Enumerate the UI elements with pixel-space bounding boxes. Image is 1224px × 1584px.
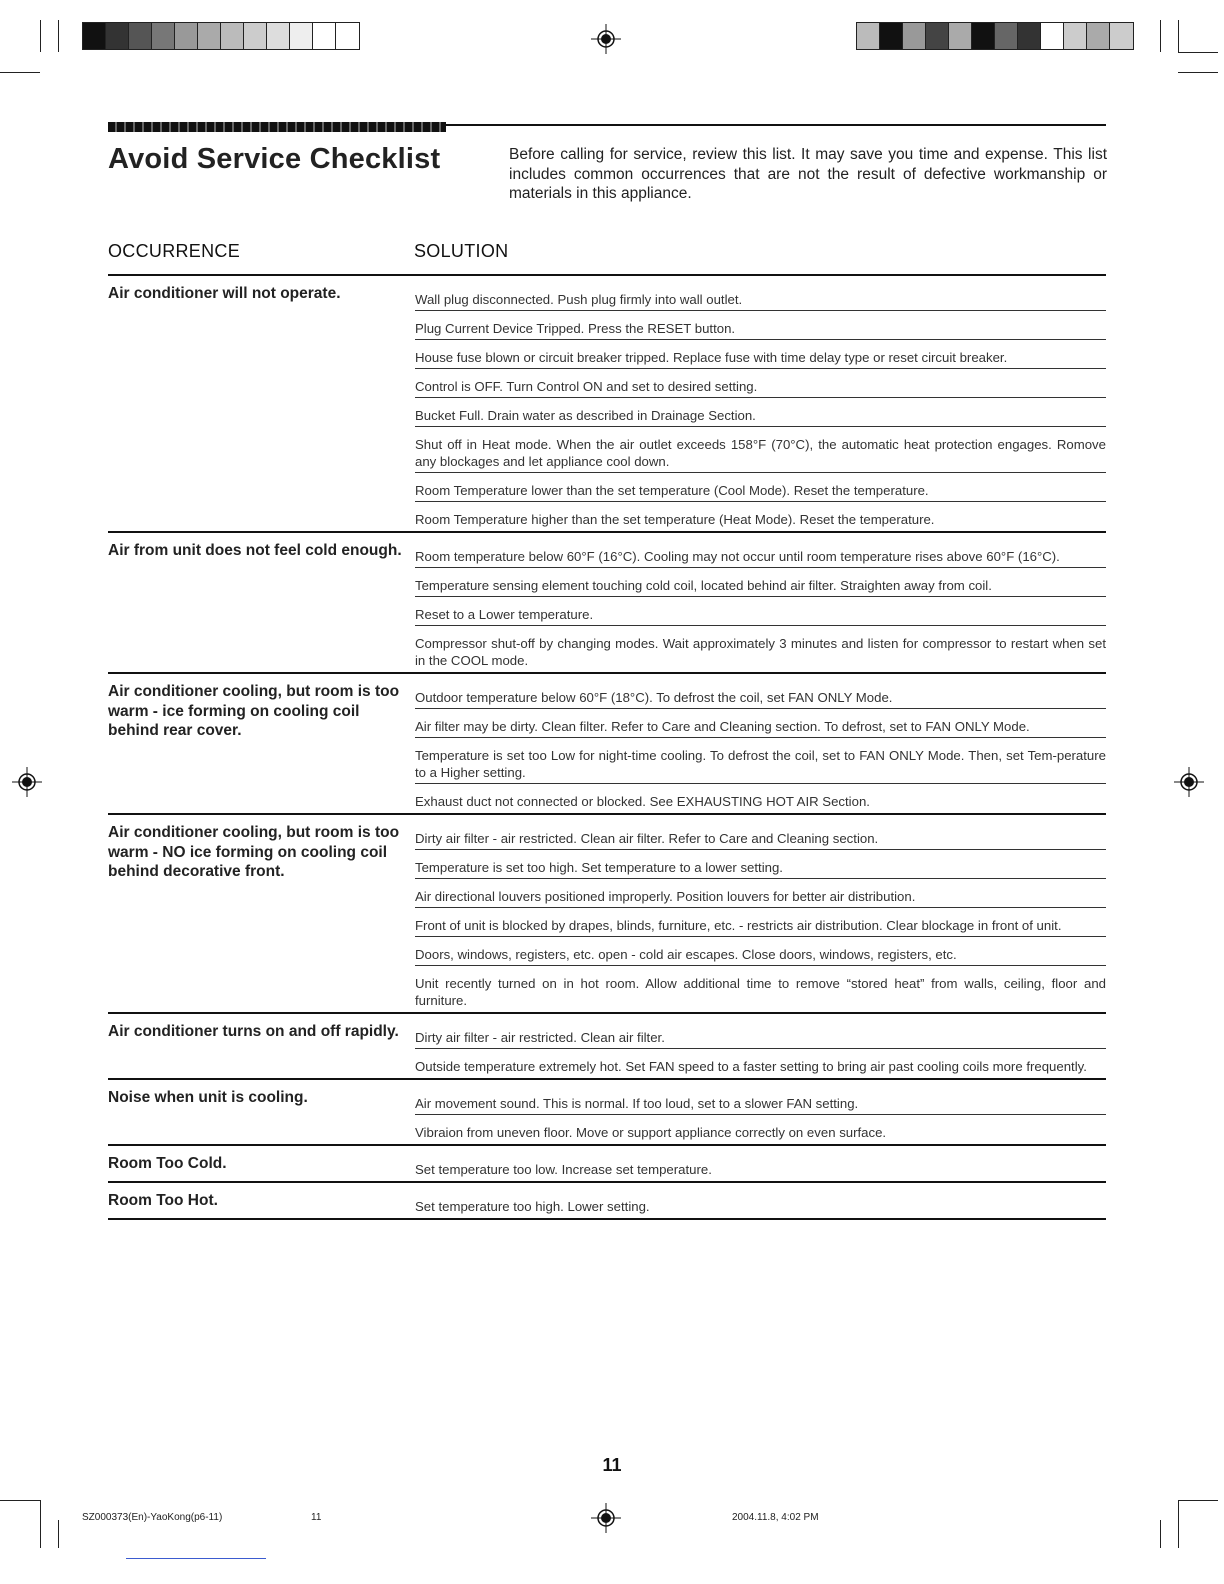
footer-bar — [126, 1558, 266, 1559]
occurrence-text: Air conditioner cooling, but room is too warm - NO ice forming on cooling coil behind decorative front. — [108, 824, 400, 880]
occurrence-text: Air conditioner turns on and off rapidly. — [108, 1023, 399, 1040]
solution-item: Unit recently turned on in hot room. Allow additional time to remove “stored heat” from walls, ceiling, floor and furniture. — [415, 976, 1106, 1008]
column-header-occurrence: OCCURRENCE — [108, 241, 241, 261]
section-header-band — [108, 122, 446, 132]
column-header-solution: SOLUTION — [414, 241, 509, 261]
solution-item: Room Temperature higher than the set temperature (Heat Mode). Reset the temperature. — [415, 512, 935, 527]
registration-target-icon — [12, 767, 42, 797]
solution-item: Bucket Full. Drain water as described in Drainage Section. — [415, 398, 1106, 427]
solution-list — [415, 1183, 1106, 1218]
solution-item: Air directional louvers positioned improperly. Position louvers for better air distribution. — [415, 879, 1106, 908]
crop-mark — [1160, 20, 1161, 52]
solution-item: Doors, windows, registers, etc. open - cold air escapes. Close doors, windows, registers, etc. — [415, 937, 1106, 966]
crop-mark — [1160, 1520, 1161, 1548]
solution-item: Front of unit is blocked by drapes, blinds, furniture, etc. - restricts air distribution. Clear blockage in front of unit. — [415, 908, 1106, 937]
footer-file-id: SZ000373(En)-YaoKong(p6-11) — [82, 1512, 223, 1523]
solution-item: Wall plug disconnected. Push plug firmly into wall outlet. — [415, 282, 1106, 311]
color-registration-bar-right — [856, 22, 1134, 50]
solution-list — [415, 674, 1106, 813]
checklist-group — [108, 1080, 1106, 1146]
registration-target-icon — [591, 24, 621, 54]
solution-item: Dirty air filter - air restricted. Clean air filter. Refer to Care and Cleaning section. — [415, 821, 1106, 850]
solution-item: Set temperature too high. Lower setting. — [415, 1199, 650, 1214]
solution-item: Room temperature below 60°F (16°C). Cooling may not occur until room temperature rises above 60°F (16°C). — [415, 539, 1106, 568]
solution-list — [415, 276, 1106, 531]
checklist-group — [108, 533, 1106, 674]
solution-list — [415, 815, 1106, 1012]
footer-timestamp: 2004.11.8, 4:02 PM — [732, 1512, 819, 1523]
color-registration-bar-left — [82, 22, 360, 50]
occurrence-text: Air conditioner cooling, but room is too warm - ice forming on cooling coil behind rear cover. — [108, 683, 400, 739]
occurrence-text: Room Too Hot. — [108, 1192, 218, 1209]
solution-item: Outside temperature extremely hot. Set FAN speed to a faster setting to bring air past cooling coils more frequently. — [415, 1059, 1087, 1074]
occurrence-text: Noise when unit is cooling. — [108, 1089, 308, 1106]
checklist-group — [108, 1146, 1106, 1183]
solution-item: Reset to a Lower temperature. — [415, 597, 1106, 626]
solution-list — [415, 1080, 1106, 1144]
checklist-group — [108, 276, 1106, 533]
occurrence-text: Air conditioner will not operate. — [108, 285, 341, 302]
solution-item: Temperature is set too high. Set temperature to a lower setting. — [415, 850, 1106, 879]
solution-item: Air filter may be dirty. Clean filter. Refer to Care and Cleaning section. To defrost, set to FAN ONLY Mode. — [415, 709, 1106, 738]
crop-mark — [0, 1500, 40, 1501]
solution-list — [415, 1146, 1106, 1181]
crop-mark — [1178, 1500, 1179, 1548]
solution-item: Compressor shut-off by changing modes. Wait approximately 3 minutes and listen for compressor to restart when set in the COOL mode. — [415, 636, 1106, 668]
crop-mark — [40, 20, 41, 52]
page-title: Avoid Service Checklist — [108, 143, 441, 175]
solution-item: Temperature is set too Low for night-time cooling. To defrost the coil, set to FAN ONLY Mode. Then, set Tem-perature to a Higher setting. — [415, 738, 1106, 784]
solution-item: Dirty air filter - air restricted. Clean air filter. — [415, 1020, 1106, 1049]
checklist-group — [108, 1183, 1106, 1220]
footer-file-page: 11 — [311, 1512, 322, 1523]
checklist-group — [108, 1014, 1106, 1080]
crop-mark — [58, 1520, 59, 1548]
solution-item: Air movement sound. This is normal. If too loud, set to a slower FAN setting. — [415, 1086, 1106, 1115]
checklist-group — [108, 674, 1106, 815]
solution-item: Plug Current Device Tripped. Press the RESET button. — [415, 311, 1106, 340]
page-number: 11 — [602, 1455, 622, 1475]
occurrence-text: Air from unit does not feel cold enough. — [108, 542, 402, 559]
solution-item: Temperature sensing element touching cold coil, located behind air filter. Straighten away from coil. — [415, 568, 1106, 597]
crop-mark — [0, 72, 40, 73]
crop-mark — [40, 1500, 41, 1548]
solution-item: Exhaust duct not connected or blocked. See EXHAUSTING HOT AIR Section. — [415, 794, 870, 809]
checklist-table — [108, 276, 1106, 1220]
solution-item: Vibraion from uneven floor. Move or support appliance correctly on even surface. — [415, 1125, 887, 1140]
section-header-rule — [446, 124, 1106, 126]
crop-mark — [58, 20, 59, 52]
solution-item: Control is OFF. Turn Control ON and set to desired setting. — [415, 369, 1106, 398]
registration-target-icon — [591, 1503, 621, 1533]
solution-item: Set temperature too low. Increase set temperature. — [415, 1162, 712, 1177]
solution-list — [415, 533, 1106, 672]
checklist-group — [108, 815, 1106, 1014]
crop-mark — [1178, 52, 1218, 53]
crop-mark — [1178, 72, 1218, 73]
crop-mark — [1178, 20, 1179, 52]
solution-item: House fuse blown or circuit breaker tripped. Replace fuse with time delay type or reset circuit breaker. — [415, 340, 1106, 369]
crop-mark — [1178, 1500, 1218, 1501]
intro-paragraph: Before calling for service, review this list. It may save you time and expense. This list includes common occurrences that are not the result of defective workmanship or materials in this appliance. — [509, 146, 1107, 202]
registration-target-icon — [1174, 767, 1204, 797]
occurrence-text: Room Too Cold. — [108, 1155, 227, 1172]
solution-list — [415, 1014, 1106, 1078]
solution-item: Outdoor temperature below 60°F (18°C). To defrost the coil, set FAN ONLY Mode. — [415, 680, 1106, 709]
solution-item: Room Temperature lower than the set temperature (Cool Mode). Reset the temperature. — [415, 473, 1106, 502]
solution-item: Shut off in Heat mode. When the air outlet exceeds 158°F (70°C), the automatic heat protection engages. Romove any blockages and let appliance cool down. — [415, 427, 1106, 473]
